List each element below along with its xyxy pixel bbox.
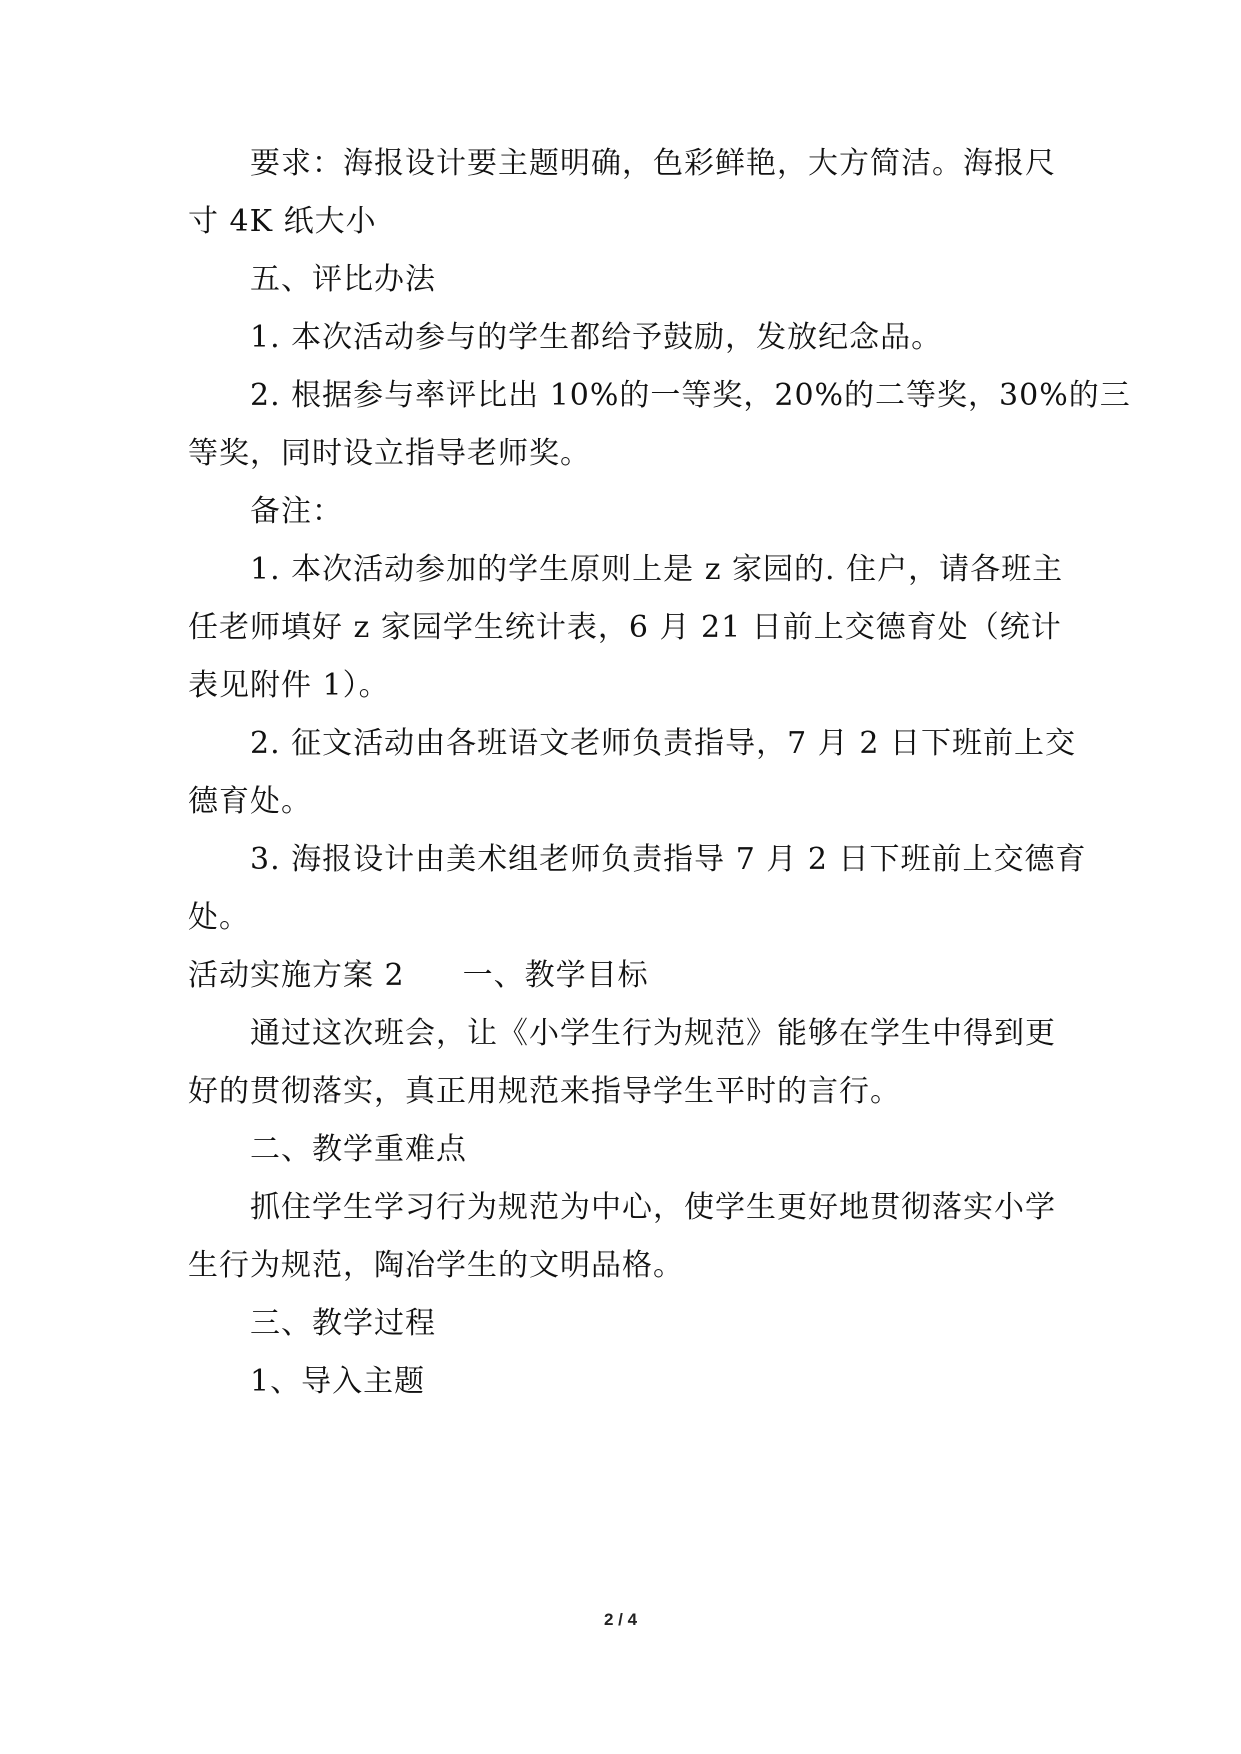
section-heading-teaching-process: 三、教学过程 [250,1306,436,1341]
paragraph-key-points-line-2: 生行为规范，陶冶学生的文明品格。 [188,1248,684,1283]
list-item-evaluation-2-line-2: 等奖，同时设立指导老师奖。 [188,436,591,471]
plan-title-line [188,954,649,998]
note-item-1-line-2: 任老师填好 z 家园学生统计表，6 月 21 日前上交德育处（统计 [188,610,1062,645]
note-item-1-line-1: 1. 本次活动参加的学生原则上是 z 家园的. 住户，请各班主 [250,552,1064,587]
paragraph-goals-line-1: 通过这次班会，让《小学生行为规范》能够在学生中得到更 [250,1016,1056,1051]
note-item-3-line-2: 处。 [188,900,250,935]
paragraph-key-points-line-1: 抓住学生学习行为规范为中心，使学生更好地贯彻落实小学 [250,1190,1056,1225]
section-heading-evaluation: 五、评比办法 [250,262,436,297]
paragraph-requirements-line-1: 要求：海报设计要主题明确，色彩鲜艳，大方简洁。海报尺 [250,146,1056,181]
list-item-evaluation-1: 1. 本次活动参与的学生都给予鼓励，发放纪念品。 [250,320,943,355]
page-number: 2 / 4 [603,1610,638,1629]
list-item-evaluation-2-line-1: 2. 根据参与率评比出 10%的一等奖，20%的二等奖，30%的三 [250,378,1131,413]
paragraph-goals-line-2: 好的贯彻落实，真正用规范来指导学生平时的言行。 [188,1074,901,1109]
note-item-2-line-1: 2. 征文活动由各班语文老师负责指导，7 月 2 日下班前上交 [250,726,1076,761]
section-heading-teaching-goals: 一、教学目标 [462,958,649,993]
notes-heading: 备注： [250,494,343,529]
section-heading-key-points: 二、教学重难点 [250,1132,467,1167]
subsection-heading-introduce-topic: 1、导入主题 [250,1364,426,1399]
note-item-2-line-2: 德育处。 [188,784,312,819]
note-item-3-line-1: 3. 海报设计由美术组老师负责指导 7 月 2 日下班前上交德育 [250,842,1087,877]
plan-title: 活动实施方案 2 [188,958,405,993]
note-item-1-line-3: 表见附件 1）。 [188,668,390,703]
paragraph-requirements-line-2: 寸 4K 纸大小 [188,204,377,239]
